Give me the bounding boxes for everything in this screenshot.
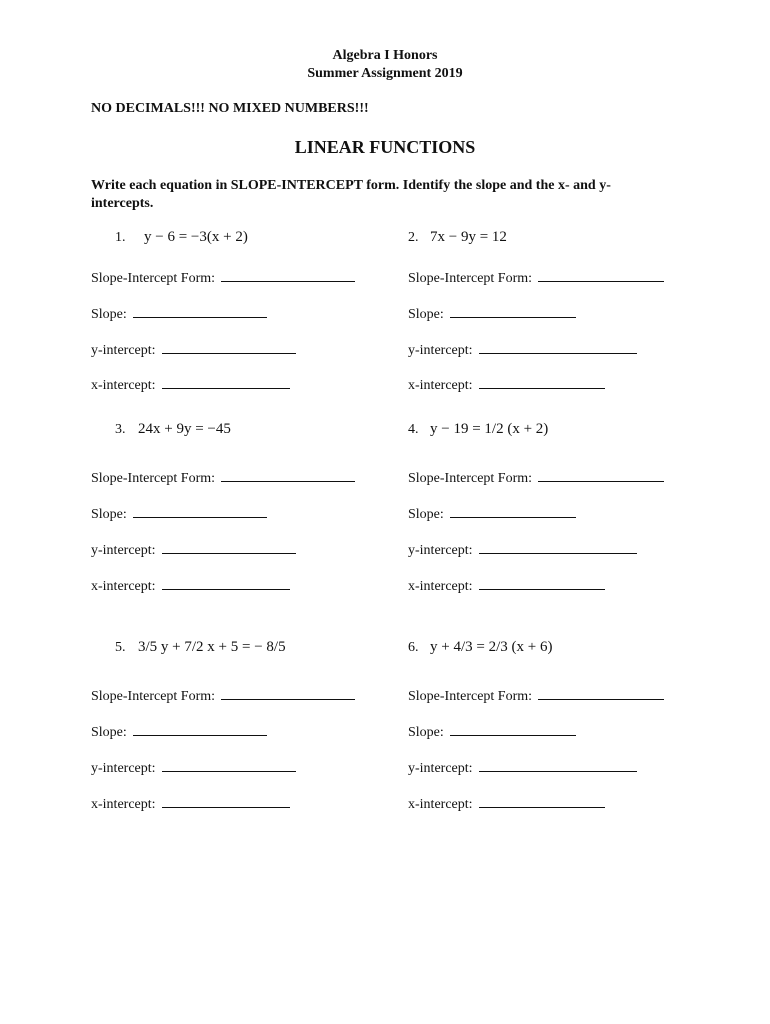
problem-5-equation xyxy=(138,639,286,656)
p5-x-intercept-blank[interactable] xyxy=(162,795,290,808)
p2-y-intercept-blank[interactable] xyxy=(479,341,637,354)
p3-slope-intercept-row xyxy=(91,469,355,487)
p6-slope-intercept-label: Slope-Intercept Form: xyxy=(408,689,533,704)
p6-slope-blank[interactable] xyxy=(450,723,576,736)
p6-y-intercept-label: y-intercept: xyxy=(408,761,473,776)
problem-3-equation xyxy=(138,421,231,438)
p2-slope-intercept-blank[interactable] xyxy=(538,269,664,282)
p4-x-intercept-blank[interactable] xyxy=(479,577,605,590)
problem-6-equation-text: y + 4/3 = 2/3 (x + 6) xyxy=(430,639,553,655)
p2-slope-blank[interactable] xyxy=(450,305,576,318)
p4-slope-intercept-row xyxy=(408,469,664,487)
p1-slope-intercept-row xyxy=(91,269,355,287)
p2-y-intercept-label: y-intercept: xyxy=(408,343,473,358)
p5-slope-row xyxy=(91,723,267,741)
p4-y-intercept-label: y-intercept: xyxy=(408,543,473,558)
p6-x-intercept-label: x-intercept: xyxy=(408,797,473,812)
instructions: Write each equation in SLOPE-INTERCEPT form. Identify the slope and the x- and y-intercepts. xyxy=(91,178,611,211)
p1-x-intercept-blank[interactable] xyxy=(162,376,290,389)
warning-text: NO DECIMALS!!! NO MIXED NUMBERS!!! xyxy=(91,101,369,116)
p5-slope-intercept-row xyxy=(91,687,355,705)
p3-slope-intercept-label: Slope-Intercept Form: xyxy=(91,471,216,486)
p6-slope-intercept-row xyxy=(408,687,664,705)
p2-x-intercept-label: x-intercept: xyxy=(408,378,473,393)
p2-x-intercept-row xyxy=(408,376,605,394)
problem-6-number: 6. xyxy=(408,640,419,655)
p5-slope-blank[interactable] xyxy=(133,723,267,736)
p1-slope-intercept-label: Slope-Intercept Form: xyxy=(91,271,216,286)
problem-2-equation xyxy=(430,229,507,246)
problem-4-equation xyxy=(430,421,548,438)
p2-slope-row xyxy=(408,305,576,323)
p3-slope-intercept-blank[interactable] xyxy=(221,469,355,482)
p2-slope-intercept-row xyxy=(408,269,664,287)
problem-2-equation-text: 7x − 9y = 12 xyxy=(430,229,507,245)
p4-x-intercept-row xyxy=(408,577,605,595)
p5-y-intercept-label: y-intercept: xyxy=(91,761,156,776)
p5-x-intercept-label: x-intercept: xyxy=(91,797,156,812)
problem-6-equation xyxy=(430,639,552,656)
problem-5-number: 5. xyxy=(115,640,126,655)
problem-5-equation-text: 3/5 y + 7/2 x + 5 = − 8/5 xyxy=(138,639,286,655)
p4-slope-blank[interactable] xyxy=(450,505,576,518)
p1-x-intercept-row xyxy=(91,376,290,394)
problem-1-number: 1. xyxy=(115,230,126,245)
p4-y-intercept-blank[interactable] xyxy=(479,541,637,554)
p5-x-intercept-row xyxy=(91,795,290,813)
p6-x-intercept-row xyxy=(408,795,605,813)
problem-1-equation-text: y − 6 = −3(x + 2) xyxy=(144,229,248,245)
problem-2-number: 2. xyxy=(408,230,419,245)
p2-slope-intercept-label: Slope-Intercept Form: xyxy=(408,271,533,286)
p3-x-intercept-row xyxy=(91,577,290,595)
p3-slope-blank[interactable] xyxy=(133,505,267,518)
p4-x-intercept-label: x-intercept: xyxy=(408,579,473,594)
p3-slope-label: Slope: xyxy=(91,507,127,522)
p4-slope-row xyxy=(408,505,576,523)
p6-slope-label: Slope: xyxy=(408,725,444,740)
problem-4-number: 4. xyxy=(408,422,419,437)
p1-x-intercept-label: x-intercept: xyxy=(91,378,156,393)
p5-slope-intercept-label: Slope-Intercept Form: xyxy=(91,689,216,704)
p3-y-intercept-blank[interactable] xyxy=(162,541,296,554)
p2-x-intercept-blank[interactable] xyxy=(479,376,605,389)
p1-slope-label: Slope: xyxy=(91,307,127,322)
assignment-title: Summer Assignment 2019 xyxy=(307,66,463,81)
p5-slope-label: Slope: xyxy=(91,725,127,740)
p5-slope-intercept-blank[interactable] xyxy=(221,687,355,700)
p3-y-intercept-label: y-intercept: xyxy=(91,543,156,558)
p3-x-intercept-blank[interactable] xyxy=(162,577,290,590)
p3-x-intercept-label: x-intercept: xyxy=(91,579,156,594)
p6-slope-intercept-blank[interactable] xyxy=(538,687,664,700)
p1-slope-blank[interactable] xyxy=(133,305,267,318)
problem-4-equation-text: y − 19 = 1/2 (x + 2) xyxy=(430,421,549,437)
p6-y-intercept-row xyxy=(408,759,637,777)
p5-y-intercept-blank[interactable] xyxy=(162,759,296,772)
p1-slope-intercept-blank[interactable] xyxy=(221,269,355,282)
p5-y-intercept-row xyxy=(91,759,296,777)
problem-3-number: 3. xyxy=(115,422,126,437)
course-title: Algebra I Honors xyxy=(332,48,438,63)
p4-slope-intercept-blank[interactable] xyxy=(538,469,664,482)
p1-slope-row xyxy=(91,305,267,323)
p3-y-intercept-row xyxy=(91,541,296,559)
p4-y-intercept-row xyxy=(408,541,637,559)
p3-slope-row xyxy=(91,505,267,523)
p1-y-intercept-row xyxy=(91,341,296,359)
problem-1-equation xyxy=(144,229,248,246)
p6-slope-row xyxy=(408,723,576,741)
problem-3-equation-text: 24x + 9y = −45 xyxy=(138,421,231,437)
p6-x-intercept-blank[interactable] xyxy=(479,795,605,808)
p2-y-intercept-row xyxy=(408,341,637,359)
p4-slope-intercept-label: Slope-Intercept Form: xyxy=(408,471,533,486)
p6-y-intercept-blank[interactable] xyxy=(479,759,637,772)
p1-y-intercept-blank[interactable] xyxy=(162,341,296,354)
p1-y-intercept-label: y-intercept: xyxy=(91,343,156,358)
section-title: LINEAR FUNCTIONS xyxy=(294,137,476,157)
p4-slope-label: Slope: xyxy=(408,507,444,522)
p2-slope-label: Slope: xyxy=(408,307,444,322)
